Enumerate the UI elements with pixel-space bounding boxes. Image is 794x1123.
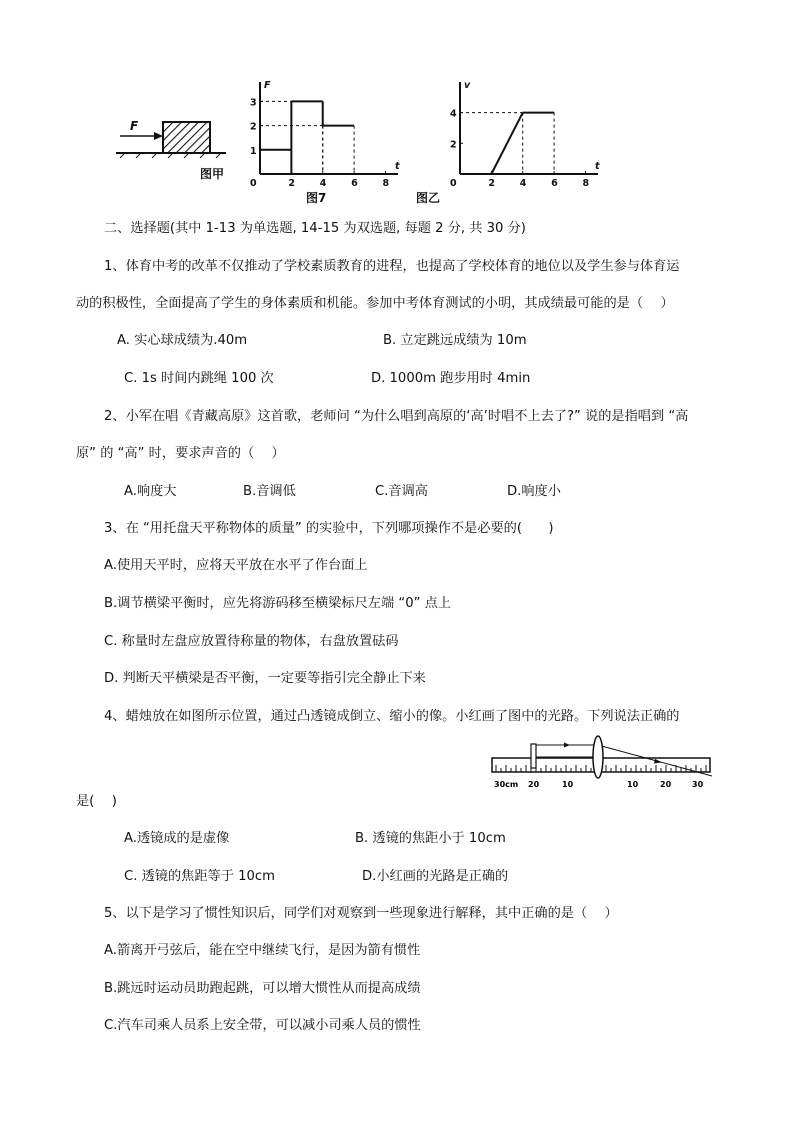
q4-option-a: A.透镜成的是虚像 xyxy=(124,831,230,846)
fig7-label: 图7 xyxy=(306,191,327,205)
q1-line1: 1、体育中考的改革不仅推动了学校素质教育的进程，也提高了学校体育的地位以及学生参与体育运 xyxy=(104,259,680,274)
vt-x-tick-4: 4 xyxy=(519,178,527,189)
velocity-time-chart xyxy=(416,78,608,208)
fig-yi-label: 图乙 xyxy=(416,191,441,205)
q4-line2: 是( ) xyxy=(76,794,117,809)
convex-lens xyxy=(593,736,603,778)
ft-y-tick-1: 1 xyxy=(250,145,257,157)
vt-x-label: t xyxy=(595,161,600,172)
candle xyxy=(531,744,536,768)
ft-x-tick-2: 2 xyxy=(288,178,295,189)
q5-option-b: B.跳远时运动员助跑起跳，可以增大惯性从而提高成绩 xyxy=(104,981,421,996)
q5-option-a: A.箭离开弓弦后，能在空中继续飞行，是因为箭有惯性 xyxy=(104,943,421,958)
ruler-label-10-left: 10 xyxy=(562,780,574,789)
force-label: F xyxy=(130,119,139,133)
q4-option-b: B. 透镜的焦距小于 10cm xyxy=(355,831,506,846)
vt-y-tick-2: 2 xyxy=(450,139,457,151)
q2-option-d: D.响度小 xyxy=(507,484,561,499)
ft-x-label: t xyxy=(395,161,400,172)
ft-x-tick-4: 4 xyxy=(319,178,327,189)
vt-x-tick-2: 2 xyxy=(488,178,495,189)
q3-option-b: B.调节横梁平衡时，应先将游码移至横梁标尺左端 “0” 点上 xyxy=(104,596,451,611)
q1-option-b: B. 立定跳远成绩为 10m xyxy=(383,333,527,348)
vt-x-tick-8: 8 xyxy=(582,178,590,189)
q1-option-a: A. 实心球成绩为.40m xyxy=(117,333,248,348)
fig-jia-label: 图甲 xyxy=(200,167,225,181)
q2-option-c: C.音调高 xyxy=(375,484,428,499)
q4-option-c: C. 透镜的焦距等于 10cm xyxy=(124,869,275,884)
force-time-chart xyxy=(248,78,408,208)
lens-ray-diagram xyxy=(492,735,714,791)
vt-line-segment-0 xyxy=(491,113,522,174)
vt-y-tick-4: 4 xyxy=(450,108,457,120)
q3-option-d: D. 判断天平横梁是否平衡，一定要等指引完全静止下来 xyxy=(104,671,426,686)
ground-hatch xyxy=(120,154,220,158)
figure-jia-block-diagram xyxy=(108,110,233,180)
q3-option-c: C. 称量时左盘应放置待称量的物体，右盘放置砝码 xyxy=(104,634,399,649)
ruler-label-10-right: 10 xyxy=(627,780,639,789)
ft-x-tick-6: 6 xyxy=(351,178,358,189)
ft-y-tick-3: 3 xyxy=(250,97,257,109)
q3-option-a: A.使用天平时，应将天平放在水平了作台面上 xyxy=(104,558,368,573)
q1-line2: 动的积极性，全面提高了学生的身体素质和机能。参加中考体育测试的小明，其成绩最可能的是（ ） xyxy=(76,296,674,311)
q1-option-d: D. 1000m 跑步用时 4min xyxy=(371,371,531,386)
ruler-label-20-left: 20 xyxy=(528,780,540,789)
ft-y-tick-2: 2 xyxy=(250,121,257,133)
section-title: 二、选择题(其中 1-13 为单选题, 14-15 为双选题, 每题 2 分, 共 30 分) xyxy=(104,221,526,236)
ft-x-tick-8: 8 xyxy=(382,178,390,189)
ft-x-tick-0: 0 xyxy=(250,178,257,189)
ruler-label-30-right: 30 xyxy=(692,780,704,789)
q2-line1: 2、小军在唱《青藏高原》这首歌，老师问 “为什么唱到高原的‘高’时唱不上去了?” 说的是指唱到 “高 xyxy=(104,409,689,424)
q2-line2: 原” 的 “高” 时，要求声音的（ ） xyxy=(76,446,285,461)
force-arrow-head xyxy=(154,132,163,140)
figure-row xyxy=(0,70,794,210)
ray-top-arrow xyxy=(564,743,570,748)
vt-x-tick-6: 6 xyxy=(551,178,558,189)
block xyxy=(163,122,210,153)
q4-line1: 4、蜡烛放在如图所示位置，通过凸透镜成倒立、缩小的像。小红画了图中的光路。下列说法正确的 xyxy=(104,709,680,724)
ft-y-label: F xyxy=(264,80,271,91)
q4-option-d: D.小红画的光路是正确的 xyxy=(362,869,509,884)
q2-option-a: A.响度大 xyxy=(124,484,177,499)
ruler-label-30cm-left: 30cm xyxy=(494,780,519,789)
q5-option-c: C.汽车司乘人员系上安全带，可以减小司乘人员的惯性 xyxy=(104,1018,421,1033)
q2-option-b: B.音调低 xyxy=(243,484,296,499)
q5-line1: 5、以下是学习了惯性知识后，同学们对观察到一些现象进行解释，其中正确的是（ ） xyxy=(104,906,618,921)
q1-option-c: C. 1s 时间内跳绳 100 次 xyxy=(124,371,274,386)
ruler-label-20-right: 20 xyxy=(660,780,672,789)
vt-y-label: v xyxy=(464,80,471,91)
vt-x-tick-0: 0 xyxy=(450,178,457,189)
q3-line1: 3、在 “用托盘天平称物体的质量” 的实验中，下列哪项操作不是必要的( ) xyxy=(104,521,554,536)
